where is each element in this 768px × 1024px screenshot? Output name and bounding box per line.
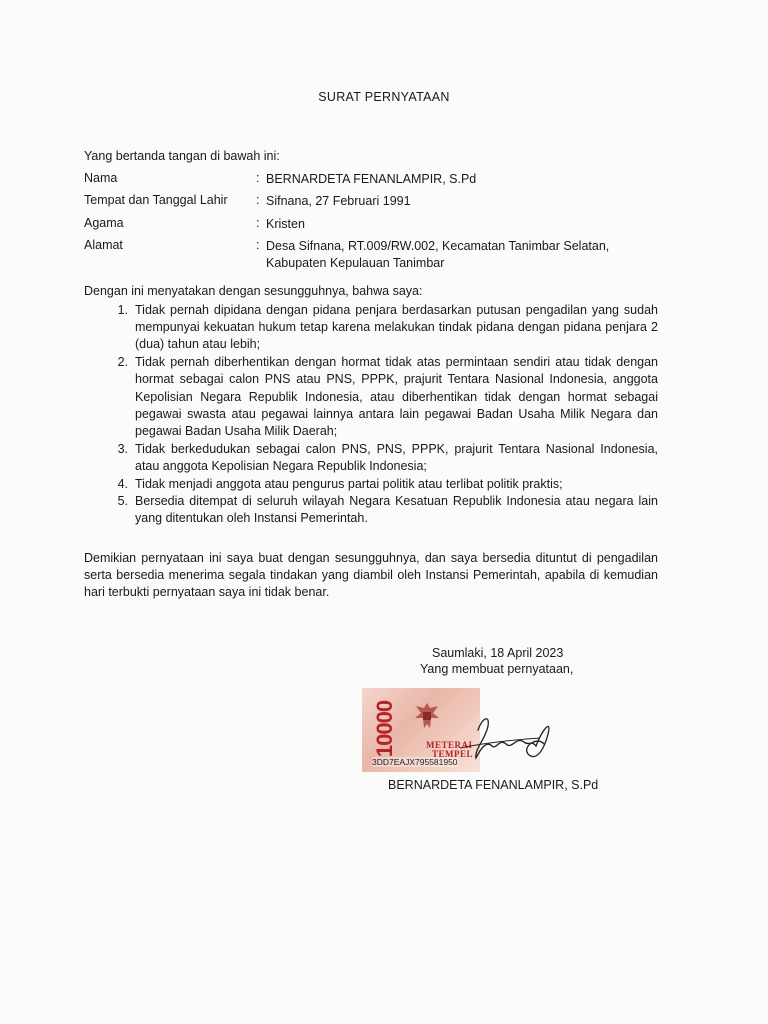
list-item-text: Tidak berkedudukan sebagai calon PNS, PNS, PPPK, prajurit Tentara Nasional Indonesia, atau anggota Kepolisian Negara Republik Indonesia; bbox=[135, 441, 658, 473]
signer-name: BERNARDETA FENANLAMPIR, S.Pd bbox=[388, 778, 599, 792]
maker-label: Yang membuat pernyataan, bbox=[420, 662, 574, 676]
field-row-alamat bbox=[84, 238, 666, 272]
statement-text: Dengan ini menyatakan dengan sesungguhnya, bahwa saya: bbox=[84, 284, 423, 298]
field-label: Nama bbox=[84, 171, 118, 185]
list-item-number: 1. bbox=[117, 303, 128, 317]
list-item-text: Tidak menjadi anggota atau pengurus partai politik atau terlibat politik praktis; bbox=[135, 476, 563, 491]
list-item-number: 5. bbox=[117, 494, 128, 509]
stamp-value-text: 10000 bbox=[372, 700, 397, 758]
field-colon: : bbox=[256, 193, 260, 207]
list-item-text: Bersedia ditempat di seluruh wilayah Negara Kesatuan Republik Indonesia atau negara lain yang ditentukan oleh Instansi Pemerintah. bbox=[135, 494, 658, 526]
field-row-agama bbox=[84, 216, 666, 233]
handwritten-signature bbox=[420, 700, 560, 780]
field-value: Sifnana, 27 Februari 1991 bbox=[266, 194, 411, 208]
field-colon: : bbox=[256, 216, 260, 230]
place-date: Saumlaki, 18 April 2023 bbox=[432, 646, 564, 660]
list-item-number: 4. bbox=[117, 476, 128, 491]
address-line-2: Kabupaten Kepulauan Tanimbar bbox=[266, 256, 445, 270]
address-line-1: Desa Sifnana, RT.009/RW.002, Kecamatan Tanimbar Selatan, bbox=[266, 239, 610, 253]
field-label: Tempat dan Tanggal Lahir bbox=[84, 193, 228, 207]
list-item bbox=[100, 354, 658, 440]
field-value: Kristen bbox=[266, 217, 305, 231]
stamp-label-top: METERAI bbox=[426, 740, 473, 750]
list-item-number: 2. bbox=[117, 355, 128, 370]
list-item bbox=[100, 493, 658, 527]
field-value bbox=[266, 238, 666, 272]
field-colon: : bbox=[256, 171, 260, 185]
list-item bbox=[100, 441, 658, 475]
list-item-text: Tidak pernah dipidana dengan pidana penjara berdasarkan putusan pengadilan yang sudah mempunyai kekuatan hukum tetap karena melakukan tindak pidana dengan pidana penjara 2 (dua) tahun atau lebih; bbox=[135, 303, 658, 352]
field-label: Agama bbox=[84, 216, 124, 230]
field-value: BERNARDETA FENANLAMPIR, S.Pd bbox=[266, 172, 477, 186]
list-item bbox=[100, 302, 658, 354]
field-row-nama bbox=[84, 171, 666, 188]
list-item-text: Tidak pernah diberhentikan dengan hormat tidak atas permintaan sendiri atau tidak dengan hormat sebagai calon PNS atau PNS, PPPK, prajurit Tentara Nasional Indonesia, anggota Kepolisian Negara Republik Indonesia, atau diberhentikan tidak dengan hormat sebagai pegawai swasta atau pegawai lainnya antara lain pegawai Badan Usaha Milik Negara dan pegawai Badan Usaha Milik Daerah; bbox=[135, 355, 658, 438]
stamp-serial: 3DD7EAJX795581950 bbox=[372, 757, 458, 767]
stamp-label-bottom: TEMPEL bbox=[432, 749, 474, 759]
statement-list bbox=[100, 302, 658, 528]
stamp-value bbox=[365, 698, 405, 760]
field-label: Alamat bbox=[84, 238, 123, 252]
document-title: SURAT PERNYATAAN bbox=[318, 90, 450, 104]
field-row-ttl bbox=[84, 193, 666, 210]
closing-paragraph: Demikian pernyataan ini saya buat dengan sesungguhnya, dan saya bersedia dituntut di pengadilan serta bersedia menerima segala tindakan yang diambil oleh Instansi Pemerintah, apabila di kemudian hari terbukti pernyataan saya ini tidak benar. bbox=[84, 551, 658, 600]
field-colon: : bbox=[256, 238, 260, 252]
intro-text: Yang bertanda tangan di bawah ini: bbox=[84, 149, 280, 163]
list-item bbox=[100, 476, 658, 493]
list-item-number: 3. bbox=[117, 441, 128, 456]
